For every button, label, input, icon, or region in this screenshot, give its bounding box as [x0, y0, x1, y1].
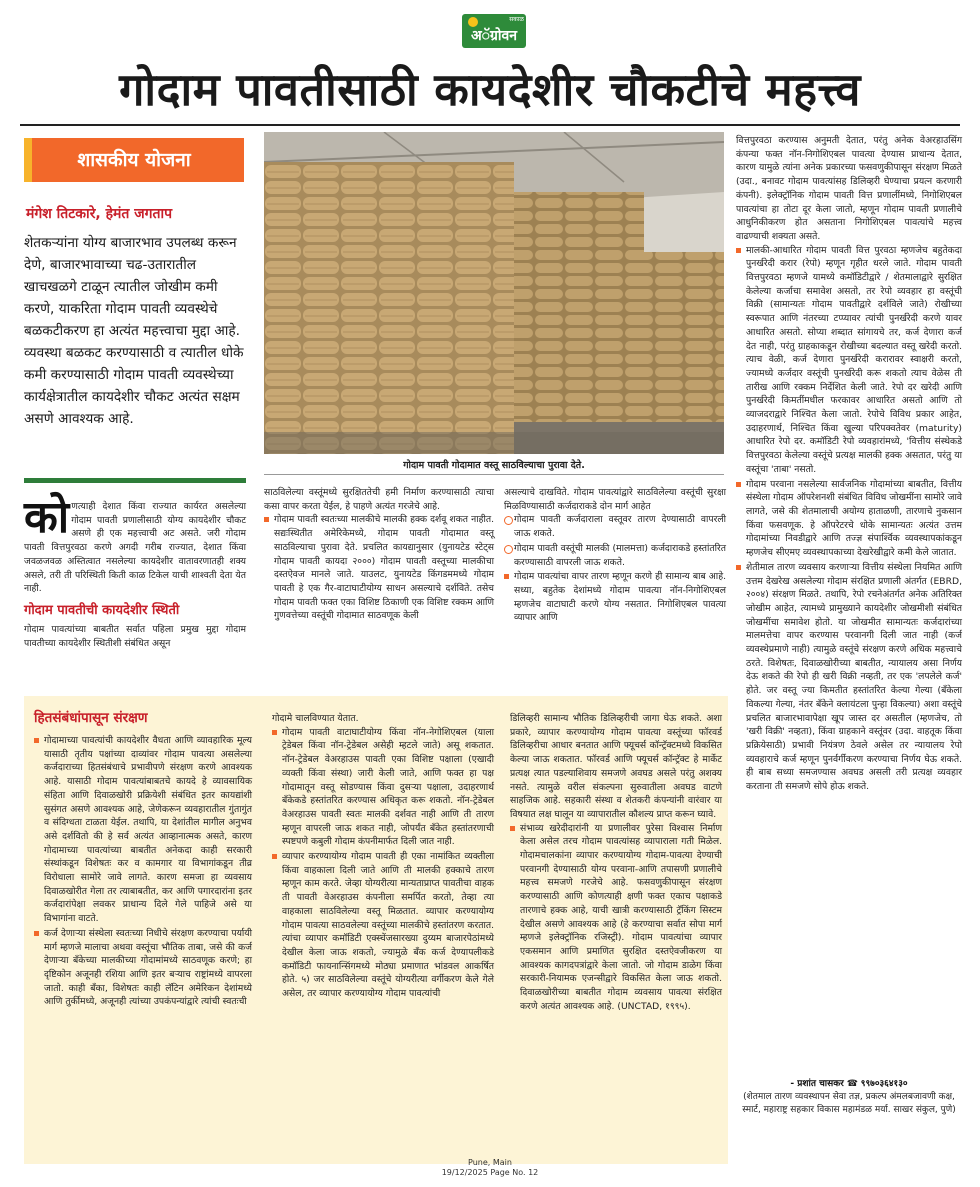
subheading-legal-status: गोदाम पावतीची कायदेशीर स्थिती [24, 602, 180, 618]
bullet-item: शेतीमाल तारण व्यवसाय करणाऱ्या वित्तीय संस्थेला नियमित आणि उत्तम देखरेख असलेल्या गोदाम संरक्षित प्रणाली अंतर्गत (EBRD, २००४) संरक्षण मिळते. तथापि, रेपो रचनेअंतर्गत अनेक अतिरिक्त जोखीम आहेत, त्यामध्ये प्रामुख्याने कायदेशीर जोखमीशी संबंधित जोखमींचा समावेश होतो. या जोखमीत सामान्यतः कर्जदारांच्या मालमत्तेचा वापर करण्यास परवानगी दिली जात नाही (कर्ज व्यवस्थेप्रमाणे नाही) त्यामुळे वस्तूंचे संरक्षण करणे अधिक महत्त्वाचे ठरते. विशेषतः, दिवाळखोरीच्या बाबतीत, न्यायालय असा निर्णय देऊ शकते की रेपो ही खरी विक्री नव्हती, तर एक 'लपलेले कर्ज' होते. जर वस्तू ज्या किमतीत हस्तांतरित केल्या गेल्या (बँकेला विकल्या गेल्या, नंतर बँकेने क्लायंटला पुन्हा विकल्या) अशा वस्तूंचे प्रचलित बाजारभावापेक्षा खूप जास्त दर असतील (म्हणजेच, तो 'खरी विक्री' नव्हता), किंवा ग्राहकाने वस्तूंवर (उदा. वाहतूक किंवा प्रक्रियेसाठी) प्रभावी नियंत्रण ठेवले असेल तर न्यायालय रेपो व्यवहाराचे कर्ज म्हणून पुनर्वर्गीकरण करण्याचा निर्णय घेऊ शकते. ही बाब सध्या समजण्यास अवघड असली तरी प्रत्यक्ष व्यवहार करताना ती समजणे सोपे होऊ शकते. [736, 561, 962, 794]
phone-icon: ☎ [846, 1079, 861, 1089]
article-lede: शेतकऱ्यांना योग्य बाजारभाव उपलब्ध करून देणे, बाजारभावाच्या चढ-उतारातील खाचखळगे टाळून त्यातील जोखीम कमी करणे, याकरिता गोदाम पावती व्यवस्थेचे बळकटीकरण हा अत्यंत महत्त्वाचा मुद्दा आहे. व्यवस्था बळकट करण्यासाठी व त्यातील धोके कमी करण्यासाठी गोदाम पावती व्यवस्थेच्या कार्यक्षेत्रातील कायदेशीर चौकट अत्यंत सक्षम असणे आवश्यक आहे. [24, 235, 244, 427]
author-signature [736, 1078, 962, 1117]
body-paragraph: डिलिव्हरी सामान्य भौतिक डिलिव्हरीची जागा घेऊ शकते. अशा प्रकारे, व्यापार करण्यायोग्य गोदाम पावत्या वस्तूंच्या फॉरवर्ड डिलिव्हरीचा आधार बनतात आणि फ्यूचर्स कॉन्ट्रॅक्टमध्ये विकसित केल्या जाऊ शकतात. फॉरवर्ड आणि फ्यूचर्स कॉन्ट्रॅक्ट हे मार्केट प्रत्यक्ष त्यात पडल्याशिवाय समजणे अवघड असले परंतु अशक्य नसते. त्यामुळे वरील संकल्पना सुरुवातीला अवघड वाटणे साहजिक आहे. सहकारी संस्था व शेतकरी कंपन्यांनी वारंवार या विषयात लक्ष घालून या व्यापारातील कौशल्य प्राप्त करून घ्यावे. [510, 713, 722, 820]
lede-divider [24, 478, 246, 483]
bullet-item: व्यापार करण्यायोग्य गोदाम पावती ही एका नामांकित व्यक्तीला किंवा वाहकाला दिली जाते आणि ती मालकी हक्काचे तारण म्हणून काम करते. जेव्हा योग्यरीत्या मान्यताप्राप्त पावतीचा वाहक ती पावती वेअरहाउस कंपनीला समर्पित करतो, तेव्हा त्या वाहकाला साठविलेल्या वस्तू मिळतात. व्यापार करण्यायोग्य गोदाम पावत्या साठवलेल्या वस्तूंच्या मालकीचे हस्तांतरण करतात. त्यांचा व्यापार कमॉडिटी एक्स्चेंजसारख्या दुय्यम बाजारपेठांमध्ये देखील केला जाऊ शकतो, ज्यामुळे बँक कर्ज देण्यापलीकडे कमॉडिटी फायनान्सिंगमध्ये मोठ्या प्रमाणात भांडवल आकर्षित होते. ५) जर साठविलेल्या वस्तूंचे योग्यरीत्या वर्गीकरण केले गेले असेल, तर व्यापार करण्यायोग्य गोदाम पावत्यांची [272, 850, 494, 1001]
signature-phone: ९९७०३६४१३० [860, 1079, 908, 1089]
masthead-logo [462, 14, 526, 48]
bullet-item: गोदामाच्या पावत्यांची कायदेशीर वैधता आणि व्यावहारिक मूल्य यासाठी तृतीय पक्षांच्या दाव्यांवर गोदाम पावत्या असलेल्या कर्जदाराच्या हितसंबंधाचे प्रभावीपणे संरक्षण करणे आवश्यक आहे. यासाठी गोदाम पावत्यांबाबतचे कायदे हे व्यावसायिक संहिता आणि दिवाळखोरी प्रक्रियेशी संबंधित इतर कायद्यांशी सुसंगत असणे आवश्यक आहे, जेणेकरून व्यवहारातील गुंतागुंत व संदिग्धता टाळता येईल. तथापि, या देशांतील मागील अनुभव असे दर्शवितो की हे सर्व अत्यंत आव्हानात्मक असते, कारण गोदामाच्या पावत्यांच्या बाबतीत अनेकदा काही सरकारी संस्थांकडून विशेषतः कर व कामगार या विभागांकडून तीव्र विरोधाला सामोरे जावे लागते. कारण समजा हा व्यवसाय दिवाळखोरीत गेला तर त्याबाबतीत, कर आणि पगारदारांना इतर कर्जदारांपेक्षा लवकर प्राधान्य दिले गेले पाहिजे असे या विभागांना वाटते. [34, 734, 252, 926]
box-column-3 [510, 712, 722, 1014]
body-paragraph: साठविलेल्या वस्तूंमध्ये सुरक्षिततेची हमी निर्माण करण्यासाठी त्याचा कसा वापर करता येईल, हे पाहणे अत्यंत गरजेचे आहे. [264, 487, 494, 512]
bullet-item: गोदाम पावत्यांचा वापर तारण म्हणून करणे ही सामान्य बाब आहे. सध्या, बहुतेक देशांमध्ये गोदाम पावत्या नॉन-निगोशिएबल म्हणजेच वाटाघाटी करणे योग्य नसतात. निगोशिएबल पावत्या व्यापार आणि [504, 570, 726, 625]
logo-brand: अॅग्रोवन [470, 28, 518, 44]
page-footer [380, 1158, 600, 1178]
footer-edition: Pune, Main [468, 1158, 512, 1167]
bullet-item: गोदाम परवाना नसलेल्या सार्वजनिक गोदामांच्या बाबतीत, वित्तीय संस्थेला गोदाम ऑपरेशनशी संबंधित विविध जोखमींना सामोरे जावे लागते, जसे की शेतमालाची अयोग्य हाताळणी, तारणाचे नुकसान किंवा फसवणूक. हे ऑपरेटरचे धोके सामान्यतः अत्यंत उत्तम गोदामांच्या निवडीद्वारे आणि तज्ज्ञ संपार्श्विक व्यवस्थापकांकडून म्हणजेच सीएमए व्यवस्थापकाच्या देखरेखीद्वारे कमी केले जातात. [736, 478, 962, 560]
body-paragraph: वित्तपुरवठा करण्यास अनुमती देतात, परंतु अनेक वेअरहाउसिंग कंपन्या फक्त नॉन-निगोशिएबल पावत्या देण्यास प्राधान्य देतात, कारण यामुळे त्यांना अनेक प्रकारच्या फसवणुकीपासून संरक्षण मिळते (उदा., बनावट गोदाम पावत्यांसह डिलिव्हरी घेण्याचा प्रयत्न करणारी कंपनी). इलेक्ट्रॉनिक गोदाम पावती वित्त प्रणालींमध्ये, निगोशिएबल पावत्यांचा हा तोटा दूर केला जातो, म्हणून गोदाम पावती प्रणालीचे आधुनिकीकरण होत असताना निगोशिएबल पावत्यांचे महत्त्व वाढण्याची शक्यता असते. [736, 135, 962, 242]
signature-name: - प्रशांत चासकर [790, 1079, 844, 1089]
bullet-item: संभाव्य खरेदीदारांनी या प्रणालीवर पुरेसा विश्वास निर्माण केला असेल तरच गोदाम पावत्यांसह व्यापाराला गती मिळेल. गोदामचालकांना व्यापार करण्यायोग्य गोदाम-पावत्या देण्याची परवानगी देण्यासाठी योग्य परवाना-आणि तपासणी प्रणालीचे महत्त्व समजणे गरजेचे आहे. फसवणुकीपासून संरक्षण करण्यासाठी आणि कोणत्याही क्षणी फक्त एकाच पक्षाकडे तारणाचे हक्क आहे, याची खात्री करण्यासाठी ट्रॅकिंग सिस्टम देखील असणे आवश्यक आहे (हे करण्याचा सर्वात सोपा मार्ग म्हणजे इलेक्ट्रॉनिक रजिस्ट्री). गोदाम पावत्यांचा व्यापार एकसमान आणि प्रमाणित सुरक्षित दस्तऐवजीकरण या आवश्यक कागदपत्रांद्वारे केला जातो. जो गोदाम डाळेग किंवा सरकारी-नियामक एजन्सीद्वारे विकसित केला जाऊ शकतो. दिवाळखोरीच्या बाबतीत गोदाम व्यवसाय पावत्या संरक्षित करणे अत्यंत आवश्यक आहे. (UNCTAD, १९९५). [510, 822, 722, 1014]
caption-divider [264, 474, 724, 475]
author-byline: मंगेश तिटकारे, हेमंत जगताप [26, 206, 173, 222]
body-paragraph: असल्याचे दाखविते. गोदाम पावत्यांद्वारे साठविलेल्या वस्तूंची सुरक्षा मिळविण्यासाठी कर्जदाराकडे दोन मार्ग आहेत [504, 487, 726, 512]
bullet-item: गोदाम पावती स्वतःच्या मालकीचे मालकी हक्क दर्शवू शकत नाहीत. सद्यःस्थितीत अमेरिकेमध्ये, गोदाम पावती गोदामात वस्तू साठविल्याचा पुरावा देते. प्रचलित कायद्यानुसार (युनायटेड स्टेट्स गोदाम पावती कायदा २०००) गोदाम पावती वस्तूच्या मालकीचा दस्तऐवज मानले जाते. याउलट, युनायटेड किंगडममध्ये गोदाम पावती हे एक गैर-वाटाघाटीयोग्य साधन असल्याचे दर्शविते. तसेच गोदाम पावती फक्त एका विशिष्ट ठिकाणी एक विशिष्ट रक्कम आणि गुणवत्तेच्या वस्तूंची गोदामात साठवणूक केली [264, 513, 494, 623]
box-title: हितसंबंधांपासून संरक्षण [34, 710, 148, 726]
column-2 [264, 486, 494, 624]
box-column-2 [272, 712, 494, 1002]
grain-sacks-image [264, 132, 724, 454]
body-paragraph: गोदाम पावत्यांच्या बाबतीत सर्वात पहिला प्रमुख मुद्दा गोदाम पावतीच्या कायदेशीर स्थितीशी संबंधित असून [24, 623, 246, 649]
bullet-item: गोदाम पावती वाटाघाटीयोग्य किंवा नॉन-नेगोशिएबल (याला ट्रेडेबल किंवा नॉन-ट्रेडेबल असेही म्हटले जाते) असू शकतात. नॉन-ट्रेडेबल वेअरहाउस पावती एका विशिष्ट पक्षाला (एखादी व्यक्ती किंवा संस्था) जारी केली जाते, आणि फक्त हा पक्ष गोदामातून वस्तू सोडण्यास किंवा दुसऱ्या पक्षाला, उदाहरणार्थ बँकेकडे हस्तांतरित करण्यास अधिकृत करू शकतो. नॉन-ट्रेडेबल वेअरहाउस पावती स्वतः मालकी दर्शवत नाही आणि ती तारण म्हणून वापरली जाऊ शकत नाही, जोपर्यंत बँकेत हस्तांतरणाची स्पष्टपणे कबुली गोदाम कंपनीमार्फत दिली जात नाही. [272, 726, 494, 849]
signature-role: (शेतमाल तारण व्यवस्थापन सेवा तज्ञ, प्रकल्प अंमलबजावणी कक्ष, स्मार्ट, महाराष्ट्र सहकार विकास महामंडळ मर्या. साखर संकुल, पुणे) [742, 1092, 956, 1115]
warehouse-photo [264, 132, 724, 454]
box-column-1 [34, 734, 252, 1010]
photo-caption: गोदाम पावती गोदामात वस्तू साठविल्याचा पुरावा देते. [403, 460, 585, 471]
column-3 [504, 486, 726, 626]
drop-cap: को [24, 492, 70, 543]
article-headline: गोदाम पावतीसाठी कायदेशीर चौकटीचे महत्त्व [119, 63, 861, 116]
body-paragraph: गोदामे चालविण्यात येतात. [272, 713, 359, 724]
section-label: शासकीय योजना [24, 138, 244, 182]
headline-divider [20, 124, 960, 126]
footer-date-page: 19/12/2025 Page No. 12 [441, 1168, 539, 1177]
intro-paragraph: णत्याही देशात किंवा राज्यात कार्यरत असलेल्या गोदाम पावती प्रणालीसाठी योग्य कायदेशीर चौकट असणे ही एक महत्त्वाची अट असते. जरी गोदाम पावती वित्तपुरवठा करणे अगदी गरीब राज्यात, देशात किंवा जवळजवळ अस्तित्वात नसलेल्या कायदेशीर वातावरणातही शक्य असले, तरी ती परिस्थिती किती काळ टिकेल याची शाश्वती देता येत नाही. [24, 501, 246, 595]
column-4 [736, 134, 962, 795]
ring-bullet-item: गोदाम पावती वस्तूंची मालकी (मालमत्ता) कर्जदाराकडे हस्तांतरित करण्यासाठी वापरली जाऊ शकते. [504, 542, 726, 569]
logo-tagline: सकाळ [509, 16, 524, 23]
column-1 [24, 492, 246, 650]
ring-bullet-item: गोदाम पावती कर्जदाराला वस्तूवर तारण देण्यासाठी वापरली जाऊ शकते. [504, 513, 726, 540]
bullet-item: कर्ज देणाऱ्या संस्थेला स्वतःच्या निधीचे संरक्षण करण्याचा पर्यायी मार्ग म्हणजे मालाचा अथवा वस्तूंचा भौतिक ताबा, जसे की कर्ज देणाऱ्या बँकेच्या मालकीच्या गोदामांमध्ये साठवणूक करणे; हा दृष्टिकोन अजूनही रशिया आणि इतर बऱ्याच राष्ट्रांमध्ये वापरला जातो. काही बँका, विशेषतः काही लॅटिन अमेरिकन देशांमध्ये आणि तुर्कीमध्ये, अजूनही त्यांच्या उपकंपन्यांद्वारे त्यांची स्वतःची [34, 927, 252, 1009]
bullet-item: मालकी-आधारित गोदाम पावती वित्त पुरवठा म्हणजेच बहुतेकदा पुनर्खरेदी करार (रेपो) म्हणून गृहीत धरले जाते. गोदाम पावती वित्तपुरवठा म्हणजे यामध्ये कमॉडिटीद्वारे / शेतमालाद्वारे सुरक्षित केलेल्या कर्जाचा समावेश असतो, तर रेपो व्यवहार हा वस्तूंची विक्री (सामान्यतः गोदाम पावतीद्वारे दर्शविले जाते) रोखीच्या स्वरूपात आणि नंतरच्या टप्प्यावर त्यांची पुनर्खरेदी करणे यावर आधारित असतो. सोप्या शब्दात सांगायचे तर, कर्ज देणारा कर्ज देत नाही, परंतु ग्राहकाकडून रोखीच्या बदल्यात वस्तू खरेदी करतो. त्याच वेळी, कर्ज देणारा पुनर्खरेदी करारावर स्वाक्षरी करतो, ज्यामध्ये कर्जदार वस्तूंची पुनर्खरेदी करू शकतो त्याच वेळेस ती तारीख आणि रक्कम निर्देशित केली जाते. रेपो दर खरेदी आणि पुनर्खरेदी किमतींमधील फरकावर आधारित असतो आणि तो व्याजदराद्वारे निश्चित केला जातो. रेपोचे विविध प्रकार आहेत, उदाहरणार्थ, निश्चित किंवा खुल्या परिपक्वतेवर (maturity) आधारित रेपो दर. कमॉडिटी रेपो व्यवहारांमध्ये, 'वित्तीय संस्थेकडे वित्तपुरवठा केलेल्या वस्तूंचे प्रत्यक्ष मालकी हक्क असतात, परंतु या वस्तूंचा 'ताबा' नसतो. [736, 244, 962, 477]
